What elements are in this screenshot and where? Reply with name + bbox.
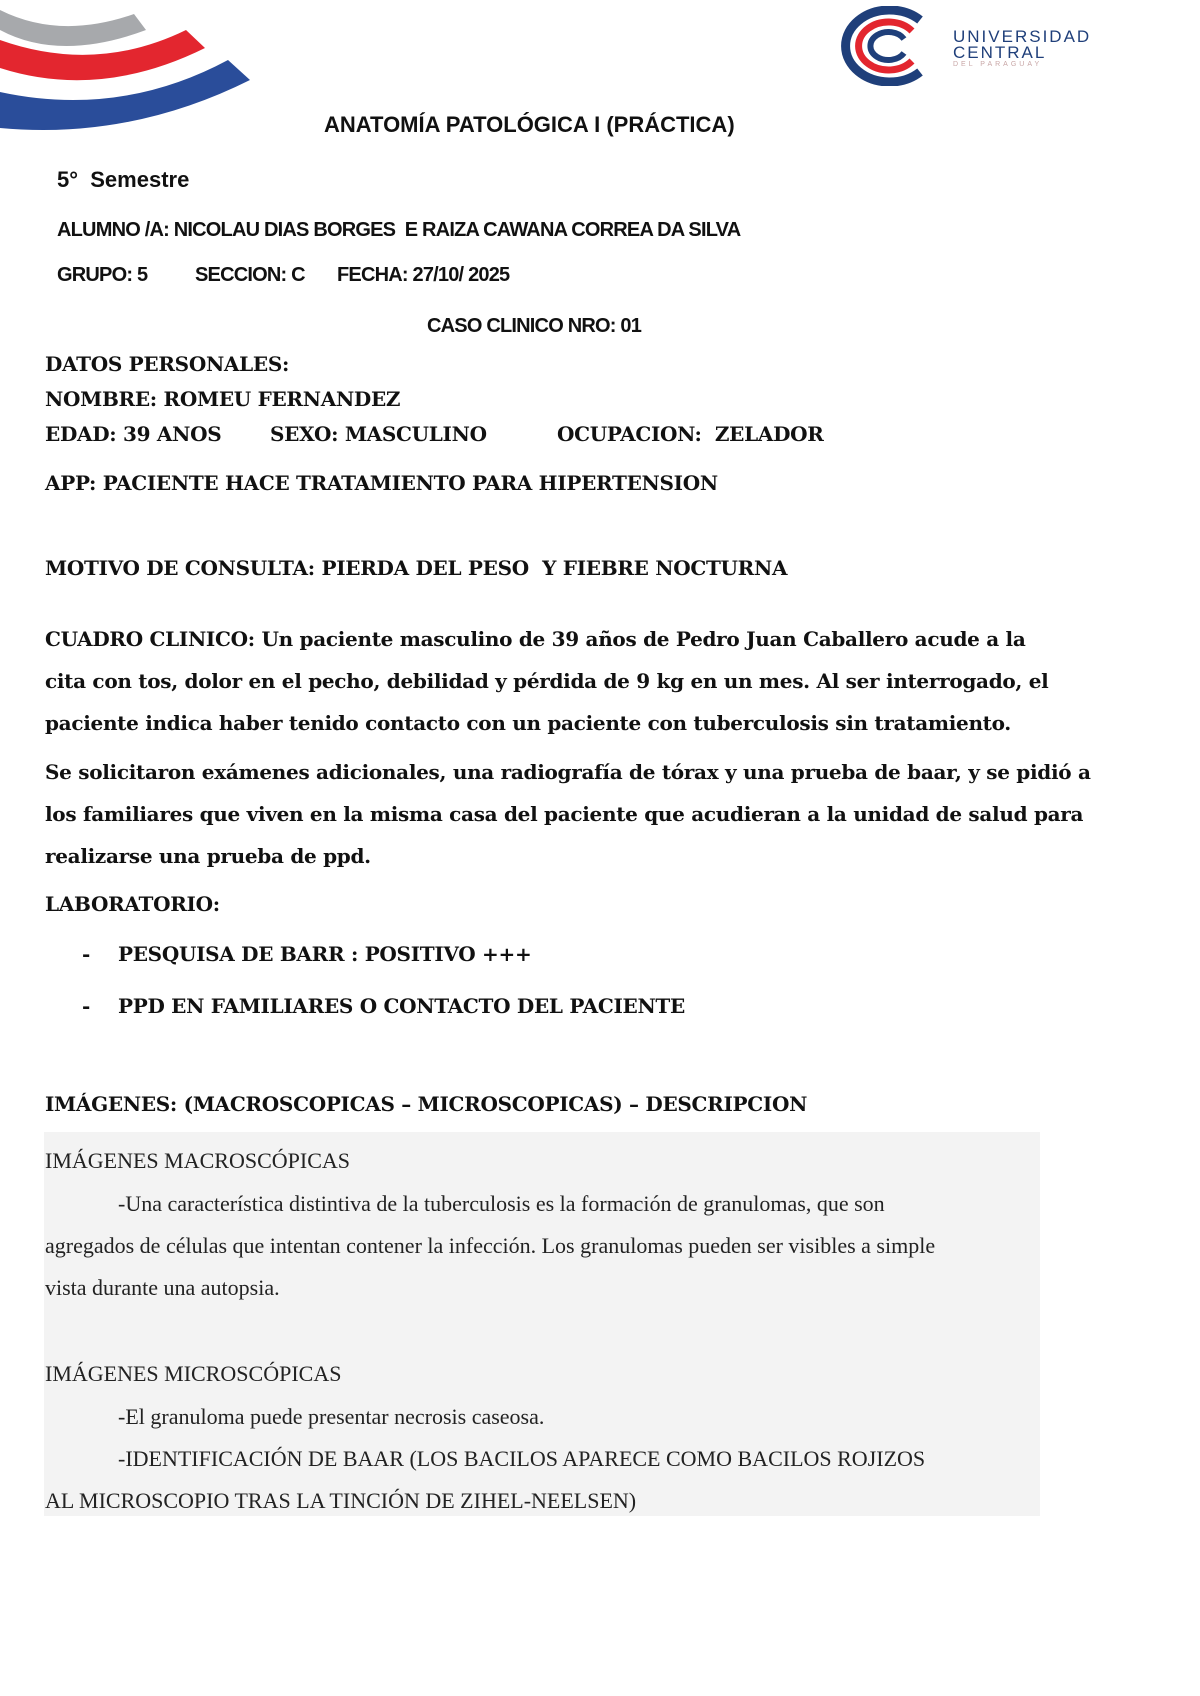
semester-label: 5° Semestre (57, 167, 190, 192)
clinical-line-1: CUADRO CLINICO: Un paciente masculino de 39 años de Pedro Juan Caballero acude a la (45, 627, 1026, 651)
clinical-line-2: cita con tos, dolor en el pecho, debilidad y pérdida de 9 kg en un mes. Al ser interrogado, el (45, 669, 1049, 693)
images-heading: IMÁGENES: (MACROSCOPICAS – MICROSCOPICAS) – DESCRIPCION (45, 1092, 808, 1116)
course-title: ANATOMÍA PATOLÓGICA I (PRÁCTICA) (324, 112, 735, 137)
case-title: CASO CLINICO NRO: 01 (427, 315, 642, 337)
macro-title: IMÁGENES MACROSCÓPICAS (45, 1148, 351, 1173)
patient-age: EDAD: 39 ANOS (45, 422, 222, 446)
laboratory-heading: LABORATORIO: (45, 892, 220, 916)
patient-sex: SEXO: MASCULINO (270, 422, 487, 446)
micro-line-3: AL MICROSCOPIO TRAS LA TINCIÓN DE ZIHEL-NEELSEN) (45, 1488, 637, 1513)
micro-title: IMÁGENES MICROSCÓPICAS (45, 1361, 342, 1386)
date-label: FECHA: 27/10/ 2025 (337, 264, 510, 286)
student-names: ALUMNO /A: NICOLAU DIAS BORGES E RAIZA CAWANA CORREA DA SILVA (57, 219, 741, 241)
micro-line-1: -El granuloma puede presentar necrosis caseosa. (118, 1404, 545, 1429)
group-label: GRUPO: 5 (57, 264, 148, 286)
macro-line-1: -Una característica distintiva de la tuberculosis es la formación de granulomas, que son (118, 1191, 885, 1216)
patient-occupation: OCUPACION: ZELADOR (557, 422, 824, 446)
macro-line-2: agregados de células que intentan contener la infección. Los granulomas pueden ser visibles a simple (45, 1233, 936, 1258)
lab-item-2: PPD EN FAMILIARES O CONTACTO DEL PACIENTE (118, 994, 685, 1018)
section-label: SECCION: C (195, 264, 305, 286)
clinical-line-5: los familiares que viven en la misma casa del paciente que acudieran a la unidad de salud para (45, 802, 1084, 826)
personal-data-heading: DATOS PERSONALES: (45, 352, 290, 376)
macro-line-3: vista durante una autopsia. (45, 1275, 280, 1300)
list-bullet: - (82, 942, 91, 966)
clinical-line-6: realizarse una prueba de ppd. (45, 844, 371, 868)
patient-app: APP: PACIENTE HACE TRATAMIENTO PARA HIPERTENSION (45, 471, 718, 495)
clinical-line-3: paciente indica haber tenido contacto con un paciente con tuberculosis sin tratamiento. (45, 711, 1011, 735)
list-bullet: - (82, 994, 91, 1018)
flag-stripes-decoration (0, 0, 260, 140)
consultation-reason: MOTIVO DE CONSULTA: PIERDA DEL PESO Y FIEBRE NOCTURNA (45, 556, 788, 580)
lab-item-1: PESQUISA DE BARR : POSITIVO +++ (118, 942, 532, 966)
patient-name: NOMBRE: ROMEU FERNANDEZ (45, 387, 401, 411)
university-name-line3: DEL PARAGUAY (953, 61, 1043, 68)
clinical-line-4: Se solicitaron exámenes adicionales, una radiografía de tórax y una prueba de baar, y se pidió a (45, 760, 1091, 784)
university-name-line2: CENTRAL (953, 43, 1047, 62)
university-name-line1: UNIVERSIDAD (953, 27, 1092, 46)
university-logo-icon (820, 6, 942, 86)
micro-line-2: -IDENTIFICACIÓN DE BAAR (LOS BACILOS APARECE COMO BACILOS ROJIZOS (118, 1446, 926, 1471)
